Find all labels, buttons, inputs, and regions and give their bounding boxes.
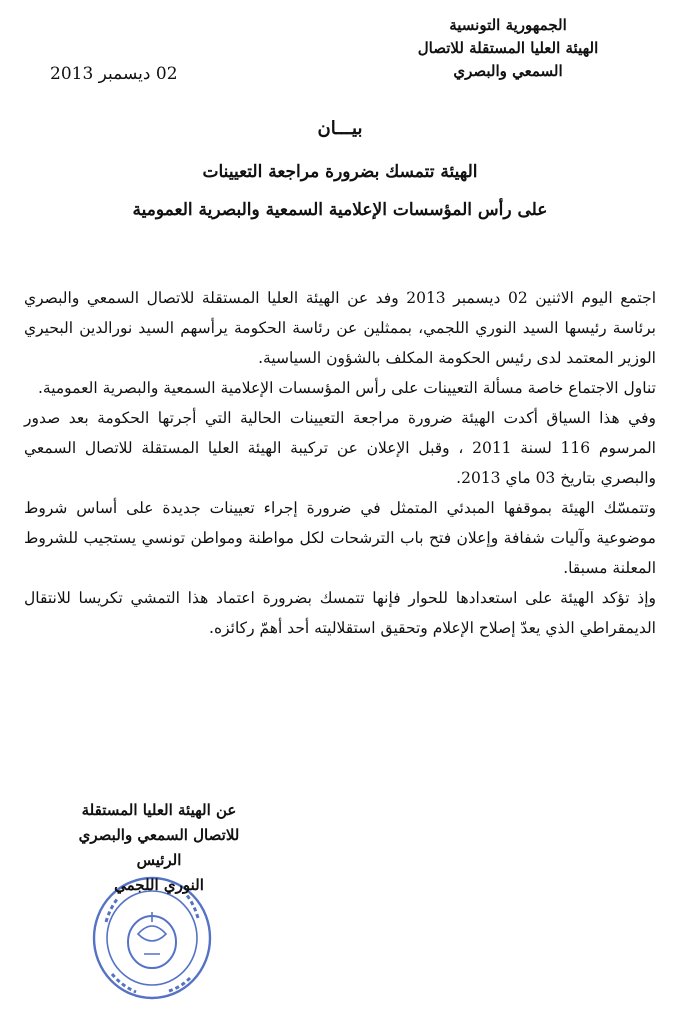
paragraph: وتتمسّك الهيئة بموقفها المبدئي المتمثل في ضرورة إجراء تعيينات جديدة على أساس شروط موضوعية وآليات شفافة وإعلان فتح باب الترشحات لكل مواطنة ومواطن تونسي يستجيب للشروط المعلنة مسبقا. bbox=[24, 499, 656, 577]
signatory-name: النوري اللجمي bbox=[114, 876, 204, 894]
signatory-role: الرئيس bbox=[136, 851, 182, 869]
document-date: 02 ديسمبر 2013 bbox=[50, 64, 178, 84]
header-line-authority-cont: السمعي والبصري bbox=[453, 62, 563, 80]
signature-block bbox=[44, 798, 274, 898]
signature-line-1: عن الهيئة العليا المستقلة bbox=[81, 801, 237, 819]
paragraph: وفي هذا السياق أكدت الهيئة ضرورة مراجعة التعيينات الحالية التي أجرتها الحكومة بعد صدور المرسوم 116 لسنة 2011 ، وقبل الإعلان عن تركيبة الهيئة العليا المستقلة للاتصال السمعي والبصري بتاريخ 03 ماي 2013. bbox=[24, 409, 656, 487]
statement-body bbox=[24, 283, 656, 643]
paragraph: اجتمع اليوم الاثنين 02 ديسمبر 2013 وفد عن الهيئة العليا المستقلة للاتصال السمعي والبصري برئاسة رئيسها السيد النوري اللجمي، بممثلين عن رئاسة الحكومة يرأسهم السيد نورالدين البحيري الوزير المعتمد لدى رئيس الحكومة المكلف بالشؤون السياسية. bbox=[24, 289, 656, 367]
paragraph: وإذ تؤكد الهيئة على استعدادها للحوار فإنها تتمسك بضرورة اعتماد هذا التمشي تكريسا للانتقال الديمقراطي الذي يعدّ إصلاح الإعلام وتحقيق استقلاليته أحد أهمّ ركائزه. bbox=[24, 589, 656, 637]
subtitle-line-2: على رأس المؤسسات الإعلامية السمعية والبصرية العمومية bbox=[132, 200, 548, 220]
signature-line-2: للاتصال السمعي والبصري bbox=[78, 826, 240, 844]
document-heading: بيـــان bbox=[317, 118, 363, 139]
header-line-authority: الهيئة العليا المستقلة للاتصال bbox=[417, 39, 599, 57]
paragraph: تناول الاجتماع خاصة مسألة التعيينات على رأس المؤسسات الإعلامية السمعية والبصرية العمومية. bbox=[37, 379, 656, 397]
header-line-country: الجمهورية التونسية bbox=[449, 16, 567, 34]
subtitle-line-1: الهيئة تتمسك بضرورة مراجعة التعيينات bbox=[202, 162, 478, 182]
issuing-authority bbox=[358, 14, 658, 83]
